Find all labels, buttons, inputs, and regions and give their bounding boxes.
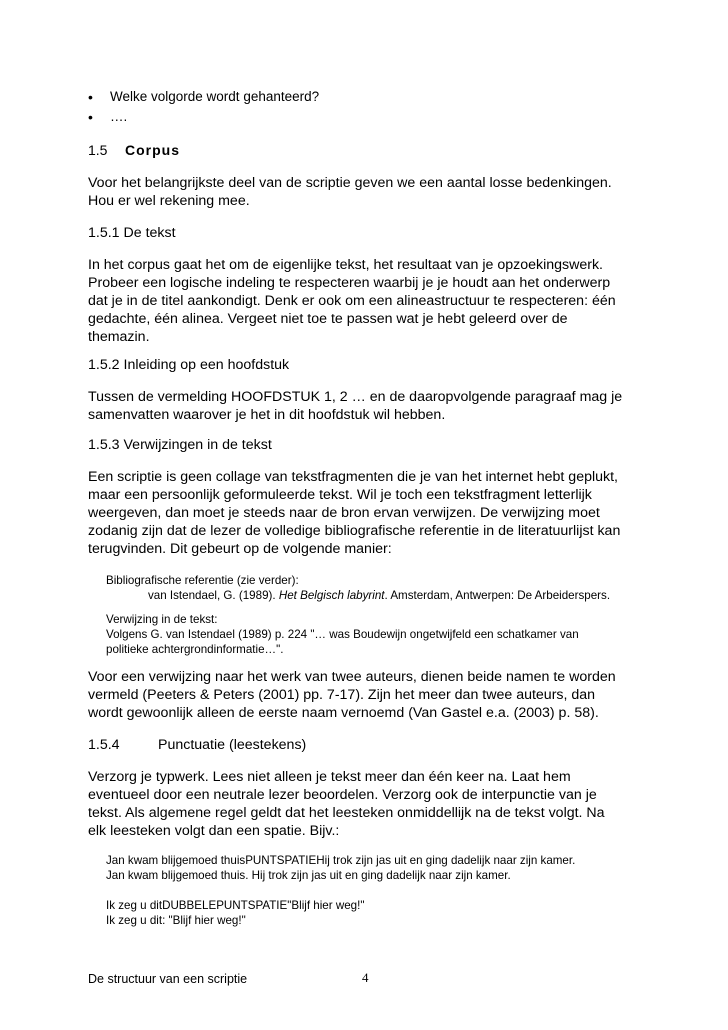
paragraph-line: Probeer een logische indeling te respecteren waarbij je je houdt aan het onderwerp — [88, 275, 611, 291]
footer-title: De structuur van een scriptie — [88, 972, 248, 986]
paragraph-line: Een scriptie is geen collage van tekstfragmenten die je van het internet hebt geplukt, — [88, 469, 618, 485]
paragraph-line: samenvatten waarover je het in dit hoofdstuk wil hebben. — [88, 407, 446, 423]
paragraph-line: wordt gewoonlijk alleen de eerste naam vernoemd (Van Gastel e.a. (2003) p. 58). — [88, 705, 599, 721]
example-line: Jan kwam blijgemoed thuis. Hij trok zijn jas uit en ging dadelijk naar zijn kamer. — [106, 869, 511, 882]
paragraph-line: dat je in de titel aankondigt. Denk er ook om een alineastructuur te respecteren: één — [88, 293, 616, 309]
paragraph-line: maar een persoonlijk geformuleerde tekst. Wil je toch een tekstfragment letterlijk — [88, 487, 592, 503]
paragraph-line: zodanig zijn dat de lezer de volledige bibliografische referentie in de literatuurlijst kan — [88, 523, 621, 539]
example-line: politieke achtergrondinformatie…". — [106, 643, 284, 656]
paragraph-line: In het corpus gaat het om de eigenlijke tekst, het resultaat van je opzoekingswerk. — [88, 257, 603, 273]
paragraph-line: vermeld (Peeters & Peters (2001) pp. 7-17). Zijn het meer dan twee auteurs, dan — [88, 687, 596, 703]
bullet-item: …. — [110, 109, 128, 124]
paragraph-line: gedachte, één alinea. Vergeet niet toe te passen wat je hebt geleerd over de — [88, 311, 568, 327]
paragraph-line: Hou er wel rekening mee. — [88, 193, 250, 209]
bullet-icon: • — [88, 89, 93, 105]
paragraph-line: eventueel door een neutrale lezer beoordelen. Verzorg ook de interpunctie van je — [88, 787, 597, 803]
example-line: Jan kwam blijgemoed thuisPUNTSPATIEHij trok zijn jas uit en ging dadelijk naar zijn kamer. — [106, 854, 576, 867]
bullet-icon: • — [88, 109, 93, 125]
example-label: Bibliografische referentie (zie verder): — [106, 574, 299, 587]
paragraph-line: Voor het belangrijkste deel van de scriptie geven we een aantal losse bedenkingen. — [88, 175, 612, 191]
example-line: Ik zeg u ditDUBBELEPUNTSPATIE"Blijf hier weg!" — [106, 899, 365, 912]
example-line: Volgens G. van Istendael (1989) p. 224 "… was Boudewijn ongetwijfeld een schatkamer van — [106, 628, 579, 641]
example-label: Verwijzing in de tekst: — [106, 613, 218, 626]
subsection-heading: Punctuatie (leestekens) — [158, 737, 307, 753]
bullet-item: Welke volgorde wordt gehanteerd? — [110, 89, 320, 104]
paragraph-line: Voor een verwijzing naar het werk van twee auteurs, dienen beide namen te worden — [88, 669, 616, 685]
paragraph-line: Tussen de vermelding HOOFDSTUK 1, 2 … en de daaropvolgende paragraaf mag je — [88, 389, 623, 405]
page-number: 4 — [362, 970, 369, 985]
paragraph-line: tekst. Als algemene regel geldt dat het leesteken onmiddellijk na de tekst volgt. Na — [88, 805, 605, 821]
example-line: Ik zeg u dit: "Blijf hier weg!" — [106, 914, 246, 927]
paragraph-line: elk leesteken volgt dan een spatie. Bijv.: — [88, 823, 340, 839]
paragraph-line: weergeven, dan moet je steeds naar de bron ervan verwijzen. De verwijzing moet — [88, 505, 600, 521]
paragraph-line: terugvinden. Dit gebeurt op de volgende manier: — [88, 541, 392, 557]
section-title: Corpus — [125, 142, 180, 158]
paragraph-line: themazin. — [88, 329, 150, 345]
bibliographic-reference: van Istendael, G. (1989). Het Belgisch labyrint. Amsterdam, Antwerpen: De Arbeiderspers. — [148, 589, 611, 602]
subsection-heading: 1.5.1 De tekst — [88, 225, 176, 241]
subsection-number: 1.5.4 — [88, 737, 120, 753]
section-number: 1.5 — [88, 142, 108, 158]
paragraph-line: Verzorg je typwerk. Lees niet alleen je tekst meer dan één keer na. Laat hem — [88, 769, 571, 785]
subsection-heading: 1.5.2 Inleiding op een hoofdstuk — [88, 357, 290, 373]
subsection-heading: 1.5.3 Verwijzingen in de tekst — [88, 437, 272, 453]
book-title: Het Belgisch labyrint — [278, 589, 385, 602]
